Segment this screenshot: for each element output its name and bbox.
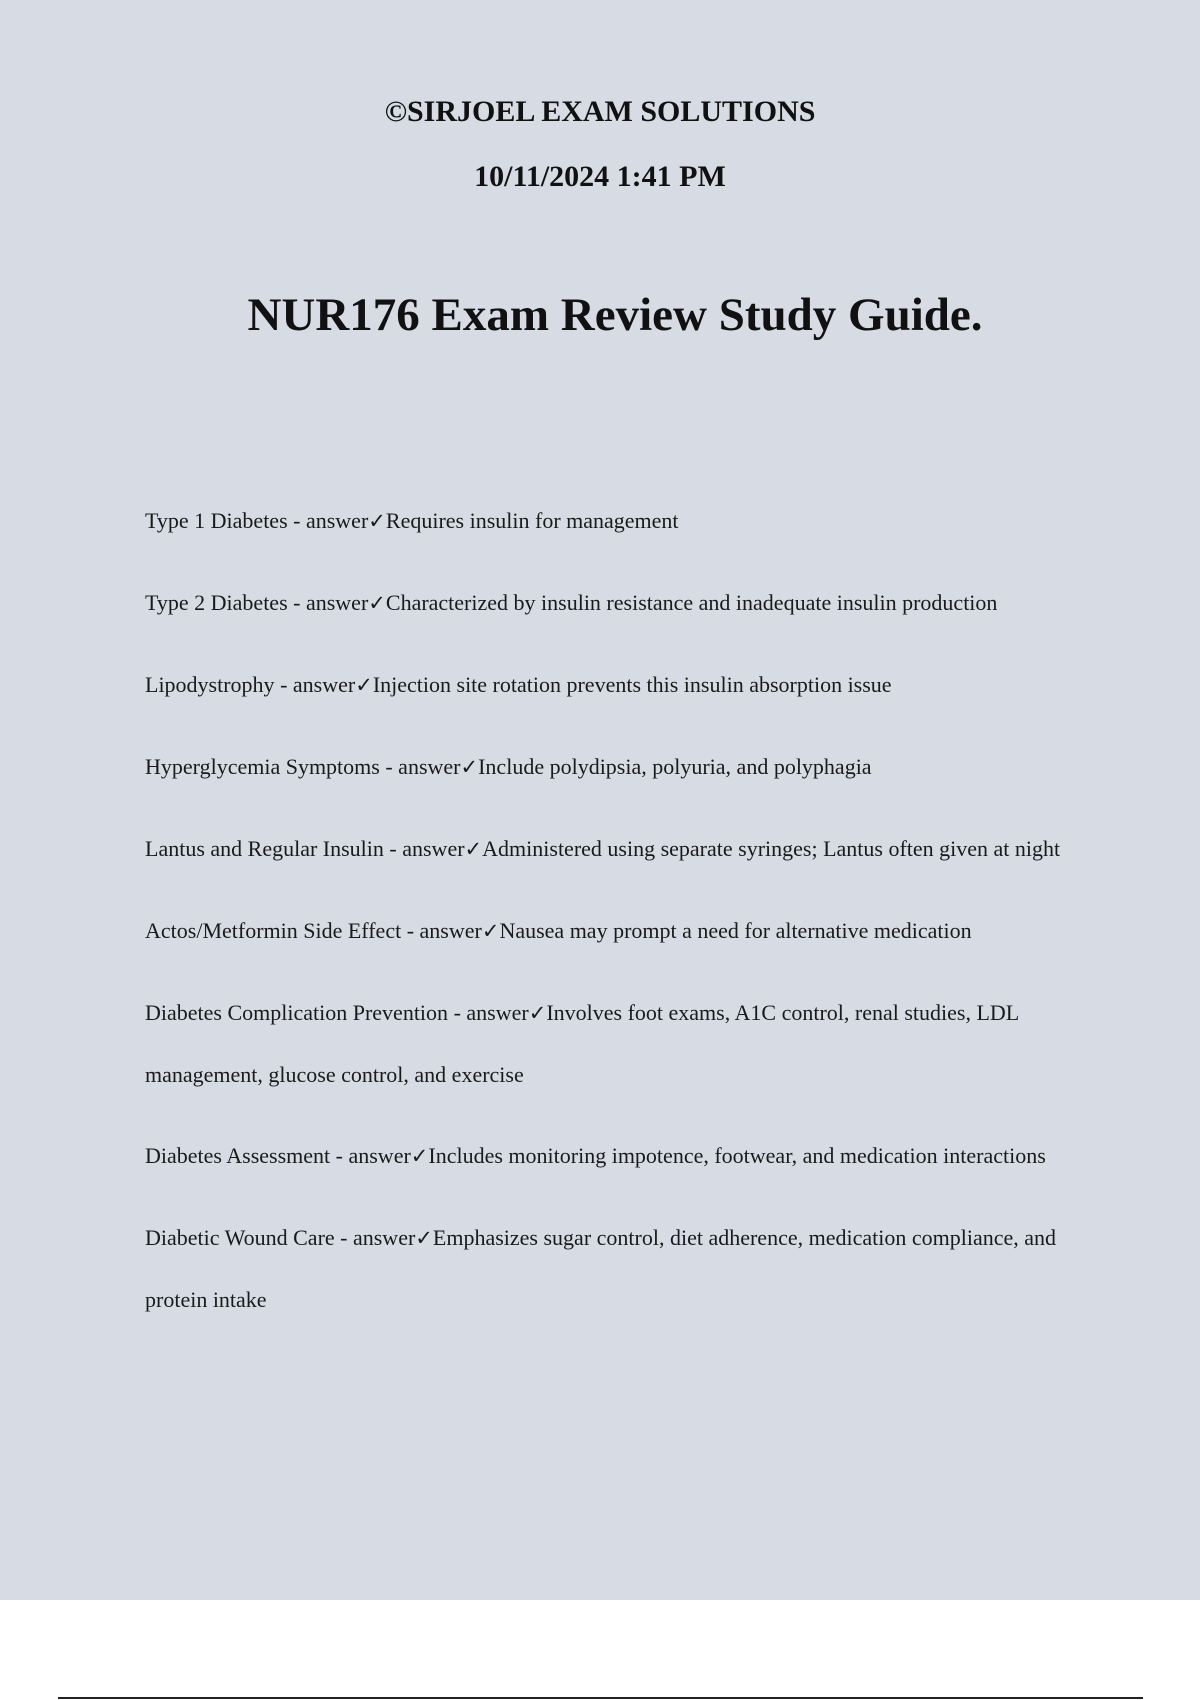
- check-icon: ✓: [355, 673, 373, 697]
- qa-separator: - answer: [379, 754, 461, 779]
- footer-divider: [58, 1697, 1143, 1699]
- copyright-heading: ©SIRJOEL EXAM SOLUTIONS: [384, 95, 816, 128]
- qa-answer: Involves foot exams, A1C control, renal studies, LDL management, glucose control, and exercise: [145, 1000, 1019, 1087]
- qa-term: Diabetes Assessment: [145, 1143, 331, 1168]
- date-heading: 10/11/2024 1:41 PM: [474, 160, 726, 193]
- qa-term: Actos/Metformin Side Effect: [145, 918, 402, 943]
- qa-answer: Nausea may prompt a need for alternative medication: [499, 918, 972, 943]
- qa-separator: - answer: [448, 1000, 529, 1025]
- qa-answer: Include polydipsia, polyuria, and polyphagia: [478, 754, 872, 779]
- qa-answer: Includes monitoring impotence, footwear, and medication interactions: [428, 1143, 1046, 1168]
- check-icon: ✓: [368, 591, 386, 615]
- qa-item: [145, 1207, 1095, 1330]
- qa-separator: - answer: [330, 1143, 411, 1168]
- qa-list: [145, 490, 1095, 1350]
- check-icon: ✓: [460, 755, 479, 779]
- page-title: NUR176 Exam Review Study Guide.: [247, 289, 983, 341]
- qa-term: Diabetic Wound Care: [145, 1225, 335, 1250]
- qa-item: [145, 736, 1095, 798]
- qa-answer: Emphasizes sugar control, diet adherence, medication compliance, and protein intake: [145, 1225, 1056, 1312]
- qa-answer: Administered using separate syringes; Lantus often given at night: [482, 836, 1061, 861]
- check-icon: ✓: [528, 1001, 547, 1025]
- qa-term: Diabetes Complication Prevention: [145, 1000, 449, 1025]
- qa-answer: Requires insulin for management: [385, 508, 679, 533]
- qa-item: [145, 572, 1095, 634]
- qa-term: Lipodystrophy: [145, 672, 275, 697]
- qa-item: [145, 900, 1095, 962]
- check-icon: ✓: [410, 1144, 429, 1168]
- check-icon: ✓: [415, 1226, 433, 1250]
- check-icon: ✓: [368, 509, 386, 533]
- qa-answer: Injection site rotation prevents this insulin absorption issue: [372, 672, 892, 697]
- qa-separator: - answer: [274, 672, 356, 697]
- qa-item: [145, 1125, 1095, 1187]
- qa-item: [145, 982, 1095, 1105]
- qa-separator: - answer: [334, 1225, 416, 1250]
- check-icon: ✓: [481, 919, 500, 943]
- qa-separator: - answer: [383, 836, 465, 861]
- qa-term: Type 2 Diabetes: [145, 590, 288, 615]
- qa-separator: - answer: [401, 918, 482, 943]
- qa-term: Hyperglycemia Symptoms: [145, 754, 380, 779]
- qa-term: Type 1 Diabetes: [145, 508, 288, 533]
- qa-separator: - answer: [287, 508, 369, 533]
- qa-term: Lantus and Regular Insulin: [145, 836, 384, 861]
- qa-item: [145, 490, 1095, 552]
- check-icon: ✓: [464, 837, 483, 861]
- qa-separator: - answer: [287, 590, 369, 615]
- qa-answer: Characterized by insulin resistance and inadequate insulin production: [385, 590, 998, 615]
- qa-item: [145, 818, 1095, 880]
- qa-item: [145, 654, 1095, 716]
